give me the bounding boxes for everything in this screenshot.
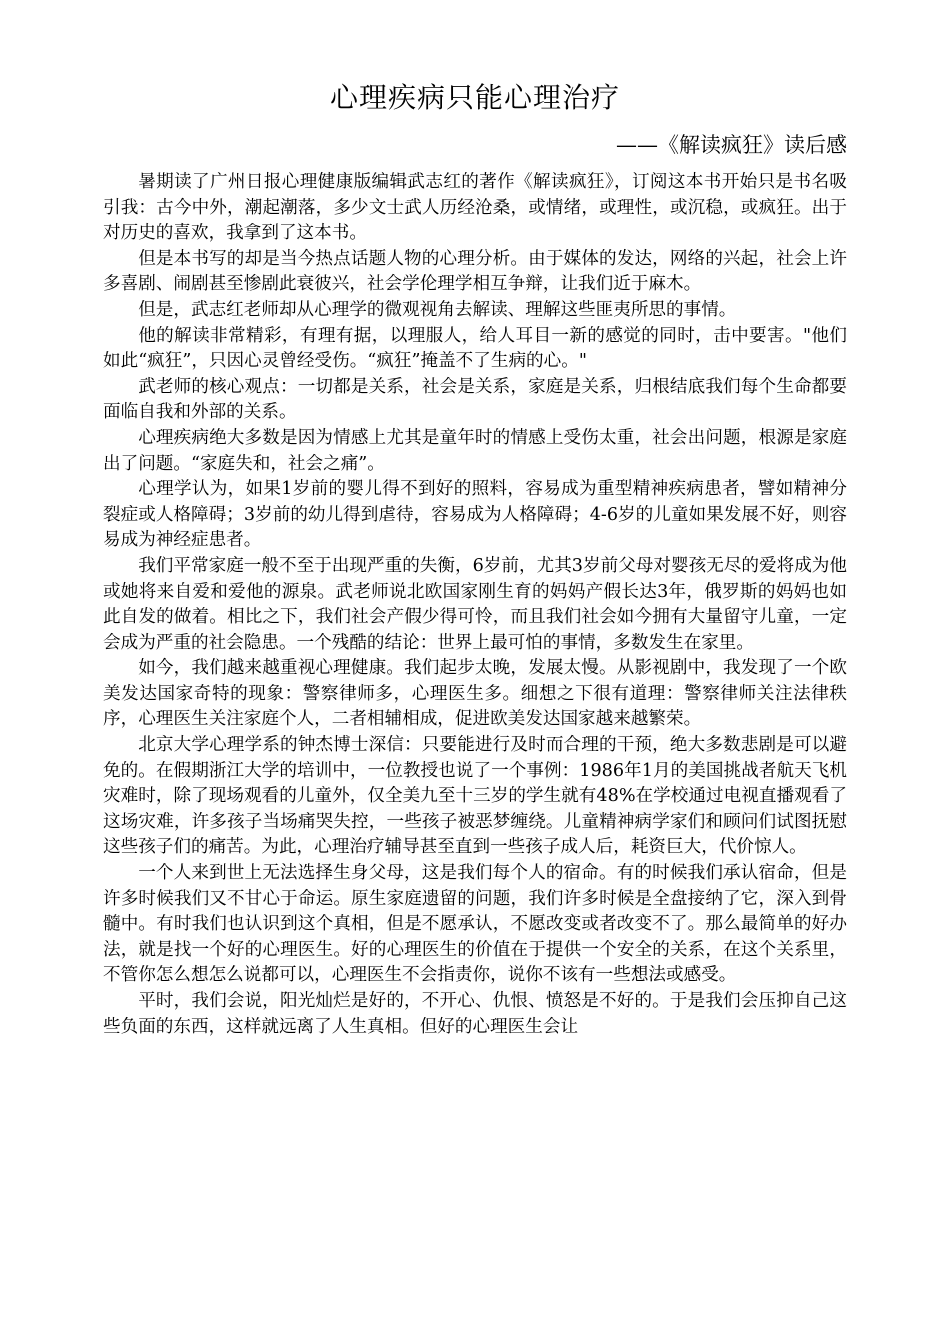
paragraph: 我们平常家庭一般不至于出现严重的失衡，6岁前，尤其3岁前父母对婴孩无尽的爱将成为他或她将来自爱和爱他的源泉。武老师说北欧国家刚生育的妈妈产假长达3年，俄罗斯的妈妈也如此自发的做着。相比之下，我们社会产假少得可怜，而且我们社会如今拥有大量留守儿童，一定会成为严重的社会隐患。一个残酷的结论：世界上最可怕的事情，多数发生在家里。 (103, 555, 847, 653)
paragraph: 但是本书写的却是当今热点话题人物的心理分析。由于媒体的发达，网络的兴起，社会上许多喜剧、闹剧甚至惨剧此衰彼兴，社会学伦理学相互争辩，让我们近于麻木。 (103, 248, 847, 295)
document-subtitle: ——《解读疯狂》读后感 (616, 133, 847, 157)
paragraph: 他的解读非常精彩，有理有据，以理服人，给人耳目一新的感觉的同时，击中要害。"他们如此“疯狂”，只因心灵曾经受伤。“疯狂”掩盖不了生病的心。" (103, 325, 847, 372)
paragraph: 暑期读了广州日报心理健康版编辑武志红的著作《解读疯狂》，订阅这本书开始只是书名吸引我：古今中外，潮起潮落，多少文士武人历经沧桑，或情绪，或理性，或沉稳，或疯狂。出于对历史的喜欢，我拿到了这本书。 (103, 172, 847, 244)
paragraph: 心理学认为，如果1岁前的婴儿得不到好的照料，容易成为重型精神疾病患者，譬如精神分裂症或人格障碍；3岁前的幼儿得到虐待，容易成为人格障碍；4-6岁的儿童如果发展不好，则容易成为神经症患者。 (103, 479, 847, 551)
paragraph: 一个人来到世上无法选择生身父母，这是我们每个人的宿命。有的时候我们承认宿命，但是许多时候我们又不甘心于命运。原生家庭遗留的问题，我们许多时候是全盘接纳了它，深入到骨髓中。有时我们也认识到这个真相，但是不愿承认，不愿改变或者改变不了。那么最简单的好办法，就是找一个好的心理医生。好的心理医生的价值在于提供一个安全的关系，在这个关系里，不管你怎么想怎么说都可以，心理医生不会指责你，说你不该有一些想法或感受。 (103, 863, 847, 986)
paragraph: 如今，我们越来越重视心理健康。我们起步太晚，发展太慢。从影视剧中，我发现了一个欧美发达国家奇特的现象：警察律师多，心理医生多。细想之下很有道理：警察律师关注法律秩序，心理医生关注家庭个人，二者相辅相成，促进欧美发达国家越来越繁荣。 (103, 658, 847, 730)
paragraph: 武老师的核心观点：一切都是关系，社会是关系，家庭是关系，归根结底我们每个生命都要面临自我和外部的关系。 (103, 376, 847, 423)
paragraph: 北京大学心理学系的钟杰博士深信：只要能进行及时而合理的干预，绝大多数悲剧是可以避免的。在假期浙江大学的培训中，一位教授也说了一个事例：1986年1月的美国挑战者航天飞机灾难时，除了现场观看的儿童外，仅全美九至十三岁的学生就有48%在学校通过电视直播观看了这场灾难，许多孩子当场痛哭失控，一些孩子被恶梦缠绕。儿童精神病学家们和顾问们试图抚慰这些孩子们的痛苦。为此，心理治疗辅导甚至直到一些孩子成人后，耗资巨大，代价惊人。 (103, 735, 847, 858)
document-title: 心理疾病只能心理治疗 (329, 81, 620, 114)
document-body (103, 170, 847, 1040)
paragraph: 但是，武志红老师却从心理学的微观视角去解读、理解这些匪夷所思的事情。 (138, 299, 737, 320)
paragraph: 平时，我们会说，阳光灿烂是好的，不开心、仇恨、愤怒是不好的。于是我们会压抑自己这些负面的东西，这样就远离了人生真相。但好的心理医生会让 (103, 991, 847, 1037)
paragraph: 心理疾病绝大多数是因为情感上尤其是童年时的情感上受伤太重，社会出问题，根源是家庭出了问题。“家庭失和，社会之痛”。 (103, 427, 847, 474)
